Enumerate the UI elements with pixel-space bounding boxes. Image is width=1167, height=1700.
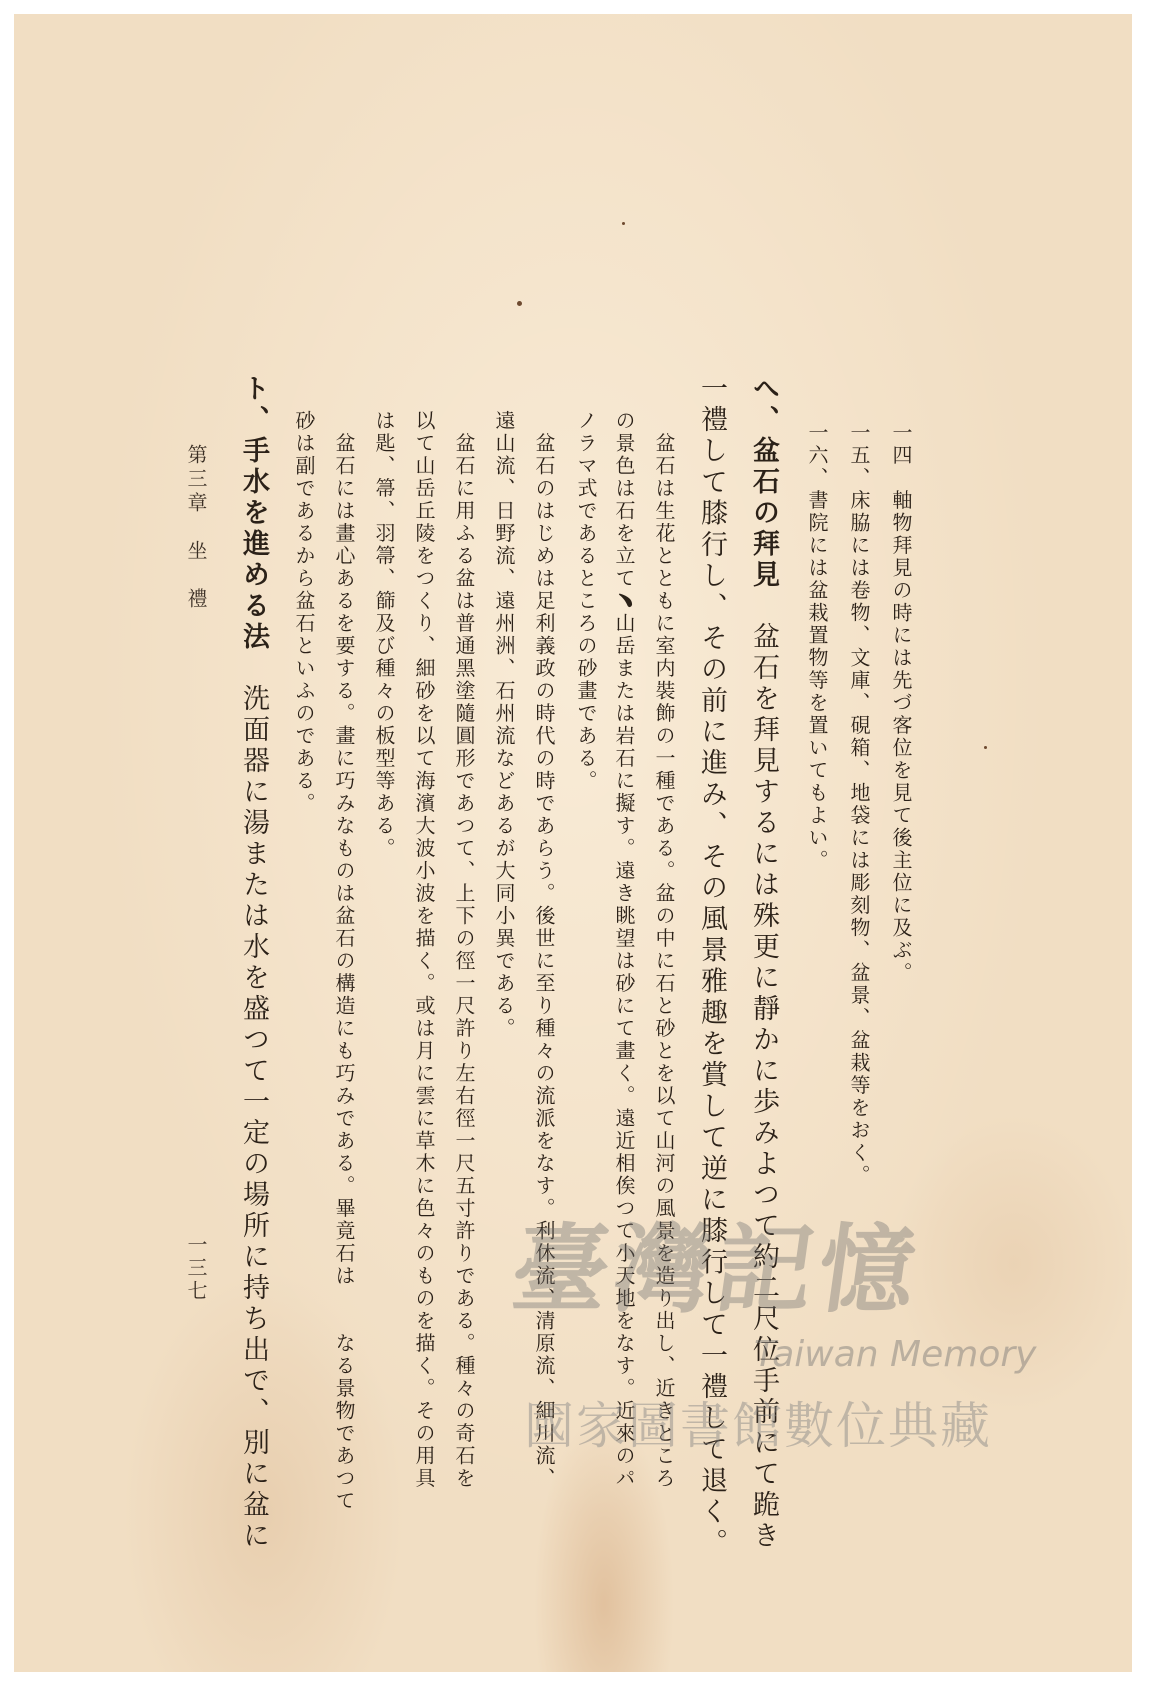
item-14: 一四 軸物拜見の時には先づ客位を見て後主位に及ぶ。 [889, 422, 913, 985]
paragraph-line: の景色は石を立て﹅山岳または岩石に擬す。遠き眺望は砂にて畫く。遠近相俟つて小天地をなす。近來のパ [612, 410, 636, 1490]
section-he-body: 一禮して膝行し、その前に進み、その風景雅趣を賞して逆に膝行して一禮して退く。 [696, 374, 727, 1560]
watermark-script-text: 臺灣記憶 [505, 1213, 929, 1326]
watermark-institution-text: 國家圖書館數位典藏 [524, 1397, 992, 1455]
paragraph-line: 遠山流、日野流、遠州洲、石州流などあるが大同小異である。 [492, 410, 516, 1040]
paragraph-line: 盆石のはじめは足利義政の時代の時であらう。後世に至り種々の流派をなす。利休流、清原流、細川流、 [532, 410, 556, 1490]
paper-speck [984, 746, 987, 749]
section-to-heading [240, 374, 267, 1552]
book-page [14, 14, 1132, 1672]
running-footer-chapter: 第三章 坐 禮 [184, 444, 208, 612]
section-to-title: ト、手水を進める法 [238, 374, 269, 653]
paragraph-line: 盆石には畫心あるを要する。畫に巧みなものは盆石の構造にも巧みである。畢竟石は なる景物であつて [332, 410, 356, 1513]
paragraph-line: 以て山岳丘陵をつくり、細砂を以て海濱大波小波を描く。或は月に雲に草木に色々のものを描く。その用具 [412, 410, 436, 1490]
page-number: 一三七 [184, 1234, 208, 1303]
paragraph-line: 盆石は生花とともに室内裝飾の一種である。盆の中に石と砂とを以て山河の風景を造り出し、近きところ [652, 410, 676, 1490]
section-he-heading [750, 374, 777, 1552]
paragraph-line: ノラマ式であるところの砂畫である。 [574, 410, 598, 793]
paper-speck [517, 301, 522, 306]
paper-speck [622, 222, 625, 225]
paragraph-line: は匙、箒、羽箒、篩及び種々の板型等ある。 [372, 410, 396, 860]
watermark-english-text: Taiwan Memory [754, 1334, 1037, 1375]
paragraph-line: 盆石に用ふる盆は普通黑塗隨圓形であつて、上下の徑一尺許り左右徑一尺五寸許りである。種々の奇石を [452, 410, 476, 1490]
section-he-title: へ、盆石の拜見 [748, 374, 779, 591]
section-he-lead: 盆石を拜見するには殊更に靜かに歩みよつて約二尺位手前にて跪き [748, 591, 779, 1552]
section-to-lead: 洗面器に湯または水を盛つて一定の場所に持ち出で、別に盆に [238, 653, 269, 1552]
paragraph-line: 砂は副であるから盆石といふのである。 [292, 410, 316, 815]
item-15: 一五、床脇には卷物、文庫、硯箱、地袋には彫刻物、盆景、盆栽等をおく。 [847, 422, 871, 1187]
item-16: 一六、書院には盆栽置物等を置いてもよい。 [805, 422, 829, 872]
